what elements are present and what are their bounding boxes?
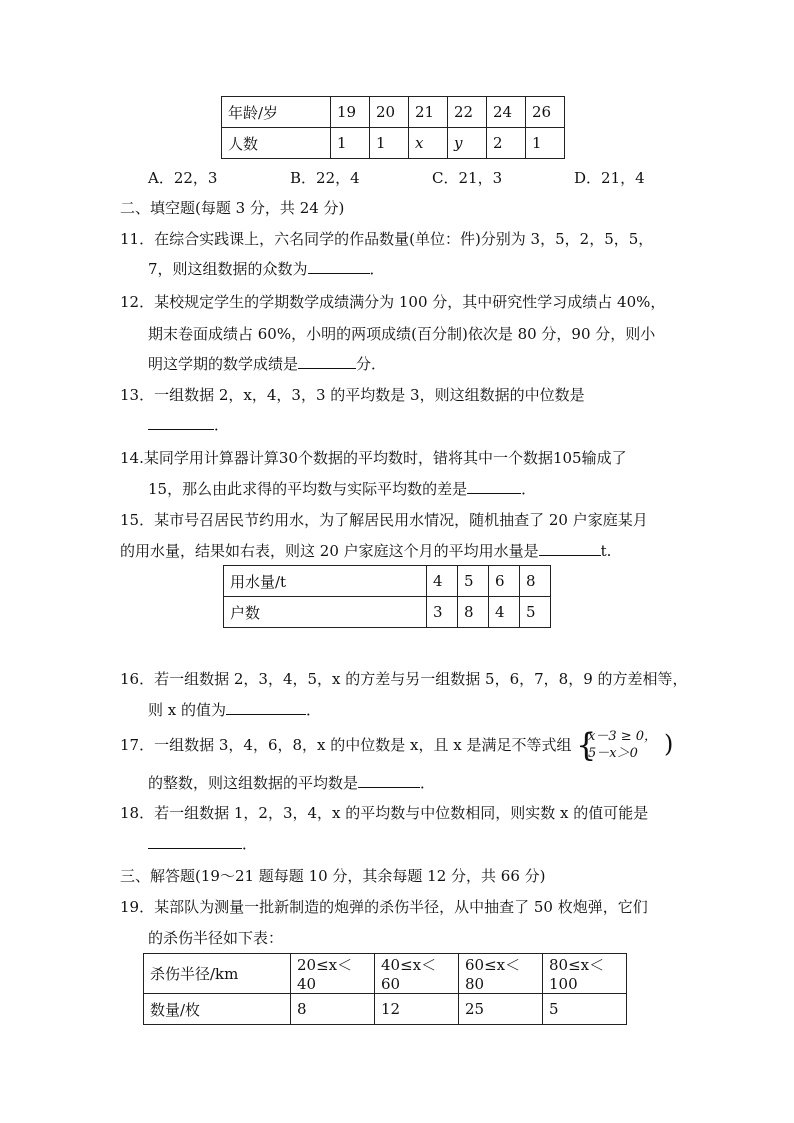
table-cell: 60≤x＜80 <box>459 954 543 994</box>
question-text <box>148 354 386 374</box>
table-row <box>144 994 627 1025</box>
table-cell: 19 <box>331 97 370 128</box>
water-usage-table <box>223 565 551 628</box>
question-text: 期末卷面成绩占 60%，小明的两项成绩(百分制)依次是 80 分，90 分，则小 <box>148 325 656 343</box>
table-row <box>222 97 565 128</box>
table-cell: 6 <box>489 566 520 597</box>
table-cell: 5 <box>458 566 489 597</box>
table-cell: 人数 <box>222 128 331 159</box>
table-cell: 8 <box>520 566 551 597</box>
right-paren: ) <box>664 730 674 758</box>
table-cell: x <box>409 128 448 159</box>
option-d: D．21，4 <box>574 169 645 187</box>
age-table <box>221 96 565 159</box>
option-c: C．21，3 <box>432 169 503 187</box>
question-text: ． <box>214 416 230 434</box>
inequality-line: 5－x＞0 <box>588 746 638 761</box>
table-cell: 20 <box>370 97 409 128</box>
answer-blank <box>148 415 214 430</box>
question-text: t. <box>600 542 612 560</box>
question-text: 15，那么由此求得的平均数与实际平均数的差是 <box>148 480 468 498</box>
question-text: ． <box>420 774 436 792</box>
question-text: ． <box>369 260 385 278</box>
table-cell: 26 <box>526 97 565 128</box>
kill-radius-table <box>143 953 627 1025</box>
question-text <box>120 541 611 561</box>
inequality-line: x－3 ≥ 0， <box>588 729 658 744</box>
question-text: 分． <box>356 355 387 373</box>
table-cell: 数量/枚 <box>144 994 291 1025</box>
table-cell: 5 <box>543 994 627 1025</box>
table-cell: 5 <box>520 597 551 628</box>
table-row <box>224 597 551 628</box>
question-text: ． <box>306 701 322 719</box>
table-row <box>222 128 565 159</box>
question-text <box>148 415 229 435</box>
table-cell: 22 <box>448 97 487 128</box>
question-text: 12．某校规定学生的学期数学成绩满分为 100 分，其中研究性学习成绩占 40%， <box>120 293 666 311</box>
answer-blank <box>226 700 306 715</box>
question-text: 19．某部队为测量一批新制造的炮弹的杀伤半径，从中抽查了 50 枚炮弹，它们 <box>120 898 648 916</box>
question-text: 16．若一组数据 2，3，4，5，x 的方差与另一组数据 5，6，7，8，9 的方差相等， <box>120 670 688 688</box>
table-cell: y <box>448 128 487 159</box>
question-text <box>148 773 435 793</box>
question-text: ． <box>521 480 537 498</box>
question-text: 15．某市号召居民节约用水，为了解居民用水情况，随机抽查了 20 户家庭某月 <box>120 511 648 529</box>
table-cell: 4 <box>489 597 520 628</box>
section-heading: 三、解答题(19～21 题每题 10 分，其余每题 12 分，共 66 分) <box>120 867 546 885</box>
question-text: 的用水量，结果如右表，则这 20 户家庭这个月的平均用水量是 <box>120 542 539 560</box>
table-cell: 12 <box>375 994 459 1025</box>
section-heading: 二、填空题(每题 3 分，共 24 分) <box>120 199 345 217</box>
table-cell: 20≤x＜40 <box>291 954 375 994</box>
table-cell: 2 <box>487 128 526 159</box>
question-text: 11．在综合实践课上，六名同学的作品数量(单位：件)分别为 3，5，2，5，5， <box>120 230 654 248</box>
table-cell: 8 <box>458 597 489 628</box>
question-text <box>148 259 385 279</box>
answer-blank <box>298 354 356 369</box>
table-cell: 1 <box>526 128 565 159</box>
table-cell: 杀伤半径/km <box>144 954 291 994</box>
table-cell: 1 <box>370 128 409 159</box>
question-text: 明这学期的数学成绩是 <box>148 355 299 373</box>
inequality-system <box>576 727 672 763</box>
table-cell: 户数 <box>224 597 427 628</box>
answer-blank <box>148 834 242 849</box>
question-text <box>148 700 321 720</box>
table-cell: 25 <box>459 994 543 1025</box>
table-cell: 24 <box>487 97 526 128</box>
question-text <box>148 834 257 854</box>
question-text <box>148 479 536 499</box>
answer-blank <box>539 541 601 556</box>
table-row <box>224 566 551 597</box>
table-cell: 用水量/t <box>224 566 427 597</box>
question-text: ． <box>242 835 258 853</box>
table-cell: 3 <box>427 597 458 628</box>
answer-blank <box>467 479 521 494</box>
table-cell: 21 <box>409 97 448 128</box>
answer-blank <box>308 259 370 274</box>
table-cell: 8 <box>291 994 375 1025</box>
option-b: B．22，4 <box>290 169 360 187</box>
question-text: 则 x 的值为 <box>148 701 226 719</box>
table-cell: 年龄/岁 <box>222 97 331 128</box>
question-text: 14.某同学用计算器计算30个数据的平均数时，错将其中一个数据105输成了 <box>120 449 627 467</box>
left-brace: { <box>576 726 597 764</box>
question-text: 的整数，则这组数据的平均数是 <box>148 774 359 792</box>
answer-blank <box>358 773 420 788</box>
table-cell: 1 <box>331 128 370 159</box>
question-text: 18．若一组数据 1，2，3，4，x 的平均数与中位数相同，则实数 x 的值可能是 <box>120 804 649 822</box>
question-text: 7，则这组数据的众数为 <box>148 260 308 278</box>
table-row <box>144 954 627 994</box>
question-text: 的杀伤半径如下表： <box>148 929 284 947</box>
option-a: A．22，3 <box>148 169 218 187</box>
table-cell: 4 <box>427 566 458 597</box>
table-cell: 80≤x＜100 <box>543 954 627 994</box>
table-cell: 40≤x＜60 <box>375 954 459 994</box>
question-text: 13．一组数据 2，x，4，3，3 的平均数是 3，则这组数据的中位数是 <box>120 386 585 404</box>
question-text: 17．一组数据 3，4，6，8，x 的中位数是 x，且 x 是满足不等式组 <box>120 736 572 754</box>
